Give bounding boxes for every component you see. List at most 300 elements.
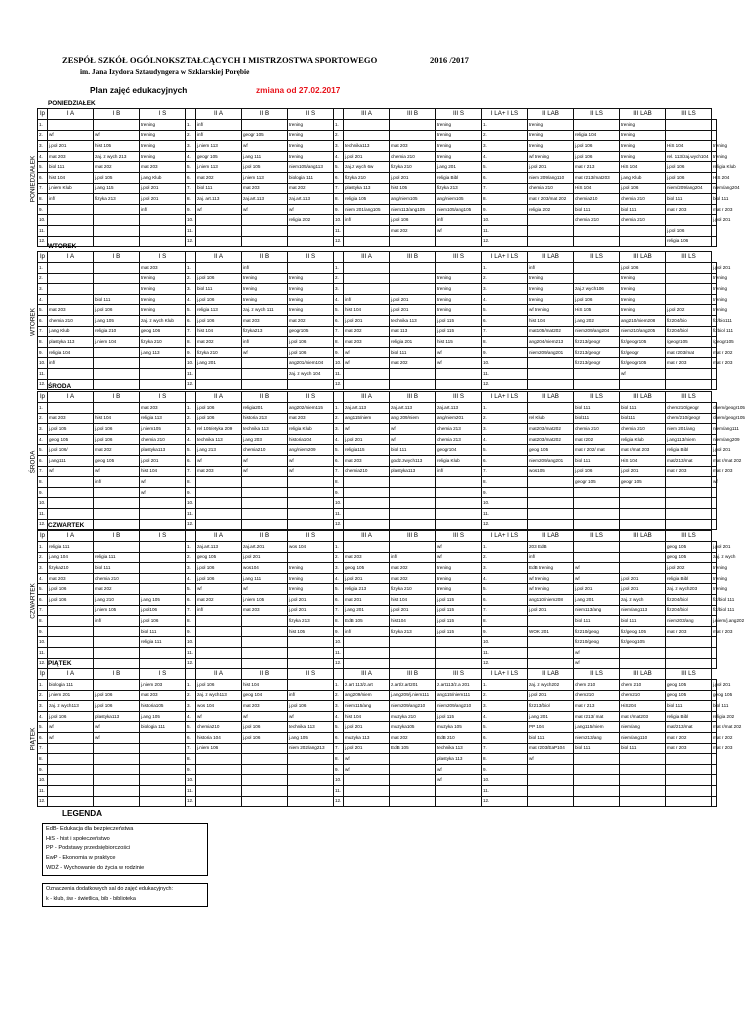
lesson-number: 9. xyxy=(186,347,196,358)
lesson-number xyxy=(38,347,48,358)
lesson-cell: religia 104 xyxy=(48,347,94,358)
lesson-row xyxy=(38,455,717,466)
lesson-cell: mat r 203 xyxy=(712,204,717,215)
lesson-cell xyxy=(620,785,666,796)
lesson-row xyxy=(38,764,717,775)
lesson-cell xyxy=(344,263,390,274)
lesson-cell: trening xyxy=(436,305,482,316)
lesson-number xyxy=(38,162,48,173)
lesson-cell: wf xyxy=(436,542,482,553)
lesson-cell xyxy=(574,775,620,786)
lesson-cell: fiz213/biol xyxy=(528,701,574,712)
lesson-number: 6. xyxy=(334,315,344,326)
lesson-cell: zaj. z wych113 xyxy=(48,701,94,712)
lesson-cell: trening xyxy=(288,151,334,162)
lesson-cell xyxy=(344,379,390,390)
lesson-cell: ang/niem105 xyxy=(390,194,436,205)
lesson-number: 8. xyxy=(482,477,528,488)
lesson-index: 7. xyxy=(39,328,43,334)
lesson-cell: j.ang111 xyxy=(48,455,94,466)
lesson-cell: mat 203 xyxy=(242,315,288,326)
lesson-cell: chemia 210 xyxy=(48,315,94,326)
lesson-row xyxy=(38,711,717,722)
lesson-number: 12. xyxy=(186,519,196,530)
lesson-index: 1. xyxy=(39,404,43,410)
lesson-cell: j.niem 203 xyxy=(140,680,186,691)
lesson-cell: mat r 203 xyxy=(712,466,717,477)
lesson-cell: religia 111 xyxy=(94,552,140,563)
lesson-row xyxy=(38,626,717,637)
column-header: III S xyxy=(436,252,482,263)
lesson-row xyxy=(38,284,717,295)
lesson-cell xyxy=(94,764,140,775)
lesson-row xyxy=(38,487,717,498)
lesson-cell: wf xyxy=(574,658,620,669)
lesson-cell xyxy=(344,637,390,648)
lesson-cell: trening xyxy=(528,141,574,152)
lesson-cell: mat 203 xyxy=(196,466,242,477)
lesson-cell: j.pol 106 xyxy=(94,434,140,445)
lesson-cell xyxy=(288,236,334,247)
lesson-cell: HiS 204 xyxy=(712,172,717,183)
lesson-cell: mat/213/mat xyxy=(666,455,712,466)
lesson-number: 2. xyxy=(482,413,528,424)
lesson-cell xyxy=(574,785,620,796)
lesson-cell: technika 113 xyxy=(196,434,242,445)
lesson-cell: wf xyxy=(242,711,288,722)
lesson-cell xyxy=(574,273,620,284)
lesson-cell: fizbiol 111 xyxy=(712,326,717,337)
column-header: III S xyxy=(436,392,482,403)
lesson-cell xyxy=(390,498,436,509)
lesson-cell xyxy=(242,368,288,379)
lesson-cell xyxy=(574,764,620,775)
lesson-cell: j.pol 201 xyxy=(344,722,390,733)
lesson-number: 4. xyxy=(334,294,344,305)
lesson-cell: religia Bibl xyxy=(666,711,712,722)
lesson-cell: trening xyxy=(528,130,574,141)
lesson-number: 4. xyxy=(186,151,196,162)
lesson-cell xyxy=(390,379,436,390)
lesson-cell: chem 210 xyxy=(574,680,620,691)
lesson-number: 10. xyxy=(482,775,528,786)
lesson-number xyxy=(38,584,48,595)
column-header: III B xyxy=(390,109,436,120)
lesson-cell: niem 202/ang213 xyxy=(288,743,334,754)
column-header: II A xyxy=(196,392,242,403)
lesson-cell xyxy=(94,796,140,807)
column-header: II B xyxy=(242,252,288,263)
lesson-cell: hist 104 xyxy=(242,680,288,691)
lesson-cell: zaj. z wych 111 xyxy=(242,305,288,316)
lesson-cell xyxy=(712,236,717,247)
lesson-cell: hist 104 xyxy=(140,466,186,477)
lesson-cell: ang204/niem213 xyxy=(528,337,574,348)
lesson-number xyxy=(38,434,48,445)
lesson-cell xyxy=(48,403,94,414)
lesson-cell: trening xyxy=(288,273,334,284)
lesson-row xyxy=(38,294,717,305)
lesson-cell xyxy=(620,754,666,765)
lesson-cell xyxy=(390,130,436,141)
lesson-cell: biol 111 xyxy=(48,162,94,173)
lesson-cell: j.pol 106 xyxy=(620,183,666,194)
lesson-cell xyxy=(528,775,574,786)
lesson-index: 4. xyxy=(39,296,43,302)
lesson-cell xyxy=(390,263,436,274)
lesson-number: 3. xyxy=(334,424,344,435)
lesson-cell: wf xyxy=(242,141,288,152)
lesson-index: 8. xyxy=(39,617,43,623)
column-header: I LA+ I LS xyxy=(482,252,528,263)
lesson-cell: mat 202 xyxy=(196,337,242,348)
lesson-cell: zaj.art.113 xyxy=(436,403,482,414)
lesson-cell: mat 203 xyxy=(242,605,288,616)
lesson-cell: j.ang 113 xyxy=(140,347,186,358)
lesson-number: 1. xyxy=(482,403,528,414)
lesson-number xyxy=(38,722,48,733)
lesson-cell: wf xyxy=(242,466,288,477)
lesson-number: 3. xyxy=(334,141,344,152)
lesson-cell xyxy=(196,379,242,390)
lesson-number: 5. xyxy=(186,584,196,595)
lesson-index: 5. xyxy=(39,447,43,453)
lesson-cell xyxy=(48,764,94,775)
lesson-cell: j.pol 115 xyxy=(436,326,482,337)
lesson-row xyxy=(38,732,717,743)
lesson-cell: HiS 104 xyxy=(620,162,666,173)
lesson-index: 11. xyxy=(39,370,46,376)
lesson-cell xyxy=(94,225,140,236)
lesson-cell: ang201/niem104 xyxy=(288,358,334,369)
lesson-cell xyxy=(48,263,94,274)
lesson-number: 9. xyxy=(482,764,528,775)
lesson-cell xyxy=(666,379,712,390)
lesson-cell xyxy=(390,647,436,658)
lesson-cell xyxy=(712,120,717,131)
lesson-cell xyxy=(48,796,94,807)
lesson-cell: j.ang 201 xyxy=(436,162,482,173)
lesson-number: 1. xyxy=(482,263,528,274)
lesson-cell: inf/ xyxy=(242,337,288,348)
lesson-index: 8. xyxy=(39,338,43,344)
lesson-cell xyxy=(712,764,717,775)
lesson-cell xyxy=(94,379,140,390)
lesson-cell: EdB trening xyxy=(528,563,574,574)
column-header: II S xyxy=(288,109,334,120)
lesson-cell xyxy=(574,120,620,131)
lesson-number xyxy=(38,775,48,786)
lesson-cell: j.ang 105 xyxy=(94,315,140,326)
lesson-cell xyxy=(48,754,94,765)
lesson-cell: niem113/ang xyxy=(574,605,620,616)
lesson-number: 1. xyxy=(186,403,196,414)
lesson-cell xyxy=(94,626,140,637)
lesson-cell: trening xyxy=(242,273,288,284)
lesson-cell: j.pol 106 xyxy=(140,616,186,627)
lesson-cell: chem210/geogr xyxy=(666,403,712,414)
lesson-cell: chemia 210 xyxy=(574,424,620,435)
column-header: II LS xyxy=(574,392,620,403)
lesson-cell: EdB 210 xyxy=(436,732,482,743)
lesson-number: 9. xyxy=(334,764,344,775)
lesson-cell: zaj.art.113 xyxy=(288,194,334,205)
lesson-cell: trening xyxy=(436,120,482,131)
lesson-index: 6. xyxy=(39,174,43,180)
lesson-cell xyxy=(288,754,334,765)
lesson-cell: wf xyxy=(344,754,390,765)
lesson-cell xyxy=(242,498,288,509)
lesson-cell: mat r 203 xyxy=(712,358,717,369)
lesson-number: 8. xyxy=(334,754,344,765)
column-header: II LS xyxy=(574,531,620,542)
lesson-cell: religia 213 xyxy=(344,584,390,595)
lesson-cell: j.pol 115 xyxy=(436,711,482,722)
lesson-cell: niem/ang209 xyxy=(712,434,717,445)
lesson-cell: wos104 xyxy=(242,563,288,574)
lesson-index: 12. xyxy=(39,660,46,666)
lesson-cell: fiz/bio111 xyxy=(712,315,717,326)
lesson-cell xyxy=(390,754,436,765)
lesson-cell: religia 202 xyxy=(288,215,334,226)
lesson-index: 7. xyxy=(39,607,43,613)
lesson-cell xyxy=(242,785,288,796)
lesson-cell: mat r 203 xyxy=(712,743,717,754)
lesson-number xyxy=(38,141,48,152)
lesson-cell: ang115/niem xyxy=(344,413,390,424)
lesson-cell xyxy=(390,477,436,488)
lesson-cell: biol 111 xyxy=(666,701,712,712)
column-header xyxy=(186,669,196,680)
column-header: III LS xyxy=(666,252,712,263)
lesson-cell xyxy=(666,764,712,775)
lesson-cell: fiz204/biol xyxy=(666,326,712,337)
lesson-number: 12. xyxy=(482,796,528,807)
lesson-cell: niem209/ang201 xyxy=(528,455,574,466)
lesson-number: 1. xyxy=(186,263,196,274)
lesson-cell: j.niem 106 xyxy=(196,743,242,754)
lesson-cell: trening xyxy=(288,573,334,584)
lesson-index: 4. xyxy=(39,713,43,719)
lesson-cell xyxy=(48,637,94,648)
lesson-cell: mat r 203 xyxy=(666,204,712,215)
lesson-cell: historia 213 xyxy=(242,413,288,424)
lesson-cell: j.pol 106 xyxy=(574,466,620,477)
lesson-cell xyxy=(666,508,712,519)
lesson-cell: j.ang 213 xyxy=(196,445,242,456)
lesson-cell: wf trening xyxy=(528,584,574,595)
lesson-cell xyxy=(712,519,717,530)
lesson-number xyxy=(38,326,48,337)
lesson-cell: j.pol 106 xyxy=(196,294,242,305)
day-title: CZWARTEK xyxy=(48,522,85,529)
lesson-cell: j.pol 106 xyxy=(666,225,712,236)
lesson-cell xyxy=(574,508,620,519)
lesson-number: 10. xyxy=(186,775,196,786)
lesson-number xyxy=(38,204,48,215)
lesson-cell: trening xyxy=(242,294,288,305)
lesson-cell xyxy=(94,368,140,379)
lesson-cell: j.pol 115 xyxy=(436,626,482,637)
lesson-cell: j.pol 106 xyxy=(242,722,288,733)
lesson-cell xyxy=(140,573,186,584)
lesson-number xyxy=(38,701,48,712)
lesson-cell: fizyka 210 xyxy=(196,347,242,358)
lesson-cell: j.pol 201 xyxy=(344,573,390,584)
lesson-cell xyxy=(666,368,712,379)
header-row xyxy=(38,669,717,680)
lesson-cell: j.pol 201 xyxy=(390,305,436,316)
lesson-index: 2. xyxy=(39,275,43,281)
plan-title: Plan zajęć edukacyjnych xyxy=(90,85,188,95)
lesson-cell xyxy=(48,294,94,305)
lesson-number xyxy=(38,552,48,563)
lesson-row xyxy=(38,796,717,807)
lesson-cell: j.pol 106 xyxy=(196,680,242,691)
lesson-row xyxy=(38,403,717,414)
lesson-cell: mat r 213 xyxy=(574,162,620,173)
lesson-number xyxy=(38,690,48,701)
lesson-number: 4. xyxy=(482,151,528,162)
lesson-cell: wf xyxy=(242,347,288,358)
lesson-cell: mat r 202/ mat xyxy=(574,445,620,456)
lesson-cell xyxy=(140,647,186,658)
lesson-cell: biol 111 xyxy=(620,204,666,215)
lesson-cell xyxy=(242,236,288,247)
lesson-index: 12. xyxy=(39,381,46,387)
lesson-row xyxy=(38,204,717,215)
lesson-cell xyxy=(140,563,186,574)
column-header: I S xyxy=(140,531,186,542)
lesson-cell: fizyka213 xyxy=(242,326,288,337)
lesson-cell: trening xyxy=(288,130,334,141)
lesson-row xyxy=(38,347,717,358)
lesson-cell xyxy=(242,764,288,775)
lesson-number: 5. xyxy=(186,162,196,173)
lesson-cell: historia105 xyxy=(140,701,186,712)
lesson-index: 6. xyxy=(39,317,43,323)
lesson-cell xyxy=(528,368,574,379)
lesson-cell xyxy=(528,225,574,236)
lesson-cell: zaj. z wych xyxy=(620,594,666,605)
column-header: II LAB xyxy=(528,109,574,120)
column-header: III LAB xyxy=(620,669,666,680)
lesson-cell xyxy=(620,796,666,807)
lesson-cell xyxy=(48,775,94,786)
lesson-cell: trening xyxy=(288,294,334,305)
lesson-cell xyxy=(140,732,186,743)
lesson-number: 8. xyxy=(334,337,344,348)
lesson-cell: inf/ xyxy=(196,605,242,616)
lesson-number xyxy=(38,796,48,807)
lesson-number: 9. xyxy=(186,626,196,637)
lesson-cell: fizyka 213 xyxy=(436,183,482,194)
lesson-cell: mat 202 xyxy=(94,584,140,595)
lesson-cell xyxy=(436,368,482,379)
lesson-cell: mat r/mat 202 xyxy=(712,722,717,733)
lesson-cell: zaj.art.113 xyxy=(390,403,436,414)
column-header: III A xyxy=(344,109,390,120)
lesson-number: 8. xyxy=(186,337,196,348)
lesson-cell: j.pol 201 xyxy=(140,455,186,466)
lesson-cell xyxy=(48,785,94,796)
lesson-cell: j.pol 115 xyxy=(436,594,482,605)
lesson-cell: j.ang 201 xyxy=(574,594,620,605)
lesson-cell: inf/ xyxy=(140,204,186,215)
lesson-cell: j.pol 201 xyxy=(574,584,620,595)
lesson-cell xyxy=(528,215,574,226)
lesson-cell xyxy=(94,284,140,295)
lesson-cell: trening xyxy=(712,151,717,162)
lesson-cell: chemia 210 xyxy=(528,183,574,194)
rooms-note-title: Oznaczenia dodatkowych sal do zajęć edukacyjnych: xyxy=(46,886,174,892)
lesson-cell: historia 104 xyxy=(196,732,242,743)
lesson-cell xyxy=(140,743,186,754)
lesson-cell: trening xyxy=(436,284,482,295)
column-header: III LS xyxy=(666,392,712,403)
lesson-cell: mat 203 xyxy=(140,690,186,701)
lesson-cell: chemia 210 xyxy=(390,151,436,162)
lesson-number: 4. xyxy=(482,294,528,305)
lesson-number xyxy=(38,358,48,369)
lesson-number: 12. xyxy=(482,658,528,669)
lesson-cell: j.ang 105 xyxy=(140,594,186,605)
lesson-cell: chem210 xyxy=(574,690,620,701)
lesson-cell xyxy=(528,487,574,498)
lesson-cell xyxy=(574,236,620,247)
lesson-number: 7. xyxy=(482,183,528,194)
lesson-cell: wf xyxy=(390,434,436,445)
lesson-cell xyxy=(574,542,620,553)
lesson-cell xyxy=(712,637,717,648)
column-header: III LAB xyxy=(620,109,666,120)
lesson-number: 6. xyxy=(334,455,344,466)
lesson-cell: ang209/niem xyxy=(344,690,390,701)
lesson-cell: j.pol 201 xyxy=(620,573,666,584)
lesson-cell xyxy=(620,552,666,563)
lesson-number: 2. xyxy=(482,130,528,141)
lesson-cell: mat r/mat203 xyxy=(620,711,666,722)
lesson-cell: inf/ xyxy=(242,263,288,274)
lesson-cell xyxy=(94,487,140,498)
lesson-cell: mat 202 xyxy=(196,594,242,605)
lesson-cell: technika 113 xyxy=(390,315,436,326)
lesson-cell xyxy=(94,647,140,658)
lesson-row xyxy=(38,326,717,337)
lesson-cell: mat 203 xyxy=(344,455,390,466)
lesson-cell: HiS 104 xyxy=(574,183,620,194)
lesson-cell xyxy=(390,764,436,775)
lesson-cell: trening xyxy=(712,284,717,295)
lesson-number: 9. xyxy=(186,487,196,498)
lesson-cell: trening xyxy=(712,273,717,284)
lesson-cell xyxy=(574,754,620,765)
lesson-cell: wf xyxy=(48,466,94,477)
lesson-index: 8. xyxy=(39,478,43,484)
lesson-cell: ang/niem209 xyxy=(288,445,334,456)
header-row xyxy=(38,531,717,542)
lesson-row xyxy=(38,337,717,348)
lesson-cell xyxy=(436,236,482,247)
lesson-cell xyxy=(242,215,288,226)
lesson-cell xyxy=(48,647,94,658)
column-header xyxy=(186,392,196,403)
lesson-cell: niem210/ang205 xyxy=(620,326,666,337)
lesson-cell: inf/ xyxy=(196,130,242,141)
lesson-cell xyxy=(390,284,436,295)
lesson-index: 11. xyxy=(39,787,46,793)
lesson-cell: trening xyxy=(288,284,334,295)
